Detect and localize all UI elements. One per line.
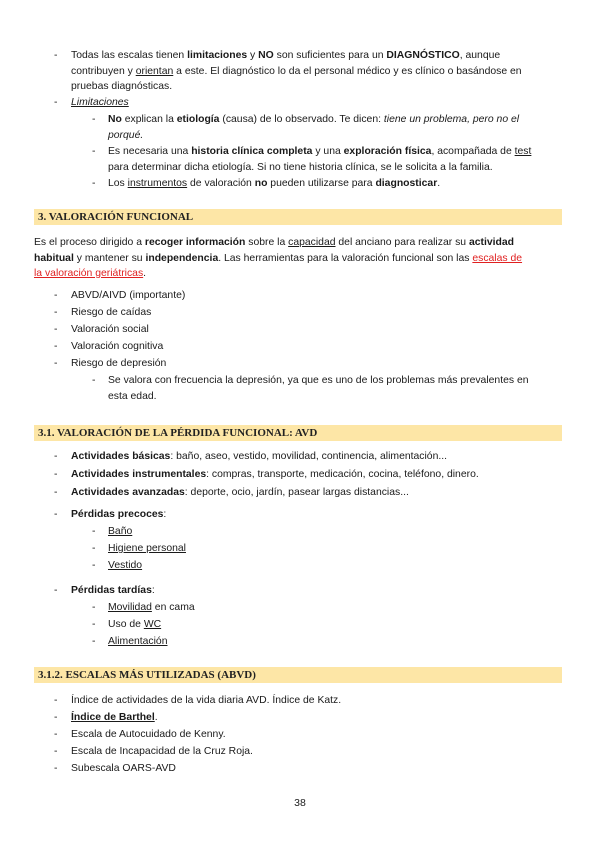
section-heading: 3. VALORACIÓN FUNCIONAL: [38, 211, 194, 223]
bullet-dash: -: [54, 324, 58, 335]
bullet-dash: -: [54, 509, 58, 520]
bullet-dash: -: [54, 358, 58, 369]
page-number: 38: [294, 797, 306, 809]
list-item: Escala de Autocuidado de Kenny.: [71, 729, 226, 740]
section-heading-band: [34, 209, 562, 225]
bullet-dash: -: [54, 585, 58, 596]
bullet-dash: -: [54, 341, 58, 352]
bullet-dash: -: [54, 290, 58, 301]
sub-list-item: Se valora con frecuencia la depresión, ya que es uno de los problemas más prevalentes en esta edad.: [108, 375, 529, 402]
list-item: Riesgo de depresión: [71, 358, 167, 369]
list-item: Valoración social: [71, 324, 149, 335]
sub-bullet-dash: -: [92, 619, 96, 630]
bullet-dash: -: [54, 487, 58, 498]
section3-paragraph: Es el proceso dirigido a recoger información sobre la capacidad del anciano para realizar su actividad habitual y mantener su independencia. Las herramientas para la valoración funcional son las escalas de la valoración geriátricas.: [34, 237, 523, 279]
sub-bullet-dash: -: [92, 146, 96, 157]
sub-list-item: Uso de WC: [108, 619, 162, 630]
section-heading-band: [34, 425, 562, 441]
bullet-dash: -: [54, 469, 58, 480]
escalas-link[interactable]: la valoración geriátricas: [34, 268, 144, 279]
list-item: ABVD/AIVD (importante): [71, 290, 186, 301]
list-item: Actividades instrumentales: compras, transporte, medicación, cocina, teléfono, dinero.: [71, 469, 479, 480]
limitaciones-label: Limitaciones: [71, 97, 129, 108]
sub-bullet-dash: -: [92, 526, 96, 537]
intro-line-1: Todas las escalas tienen limitaciones y NO son suficientes para un DIAGNÓSTICO, aunque: [71, 50, 501, 61]
sub-list-item: Alimentación: [108, 636, 168, 647]
escalas-link[interactable]: escalas de: [472, 252, 523, 264]
intro-line-2: contribuyen y orientan a este. El diagnóstico lo da el personal médico y es clínico o basándose en: [71, 65, 522, 77]
bullet-dash: -: [54, 695, 58, 706]
limitacion-item-1: No explican la etiología (causa) de lo observado. Te dicen: tiene un problema, pero no el porqué.: [108, 114, 520, 141]
bullet-dash: -: [54, 712, 58, 723]
sub-list-item: Vestido: [108, 560, 143, 571]
section-heading: 3.1.2. ESCALAS MÁS UTILIZADAS (ABVD): [38, 669, 256, 681]
sub-bullet-dash: -: [92, 178, 96, 189]
sub-bullet-dash: -: [92, 602, 96, 613]
intro-paragraph: [71, 48, 561, 95]
list-item: Escala de Incapacidad de la Cruz Roja.: [71, 746, 253, 757]
sub-bullet-dash: -: [92, 375, 96, 386]
list-item: Actividades avanzadas: deporte, ocio, jardín, pasear largas distancias...: [71, 487, 409, 498]
sub-bullet-dash: -: [92, 543, 96, 554]
bullet-dash: -: [54, 50, 58, 61]
sub-list-item: Higiene personal: [108, 543, 186, 554]
sub-list-item: Baño: [108, 526, 133, 537]
sub-bullet-dash: -: [92, 636, 96, 647]
sub-bullet-dash: -: [92, 114, 96, 125]
list-item: Subescala OARS-AVD: [71, 763, 176, 774]
bullet-dash: -: [54, 763, 58, 774]
list-item: Valoración cognitiva: [71, 341, 164, 352]
section-heading-band: [34, 667, 562, 683]
limitacion-item-3: Los instrumentos de valoración no pueden utilizarse para diagnosticar.: [108, 178, 441, 189]
sub-bullet-dash: -: [92, 560, 96, 571]
list-item: Actividades básicas: baño, aseo, vestido, movilidad, continencia, alimentación...: [71, 451, 448, 462]
list-item: Índice de Barthel.: [71, 712, 158, 723]
list-item: Pérdidas precoces:: [71, 509, 167, 520]
section-heading: 3.1. VALORACIÓN DE LA PÉRDIDA FUNCIONAL: AVD: [38, 427, 318, 439]
list-item: Índice de actividades de la vida diaria AVD. Índice de Katz.: [71, 695, 342, 706]
bullet-dash: -: [54, 746, 58, 757]
sub-list-item: Movilidad en cama: [108, 602, 195, 613]
limitacion-item-2: Es necesaria una historia clínica completa y una exploración física, acompañada de test para determinar dicha etiología. Si no tiene historia clínica, se le solicita a la familia.: [108, 146, 532, 173]
bullet-dash: -: [54, 451, 58, 462]
intro-line-3: pruebas diagnósticas.: [71, 81, 173, 92]
list-item: Riesgo de caídas: [71, 307, 152, 318]
bullet-dash: -: [54, 307, 58, 318]
bullet-dash: -: [54, 729, 58, 740]
bullet-dash: -: [54, 97, 58, 108]
list-item: Pérdidas tardías:: [71, 585, 155, 596]
